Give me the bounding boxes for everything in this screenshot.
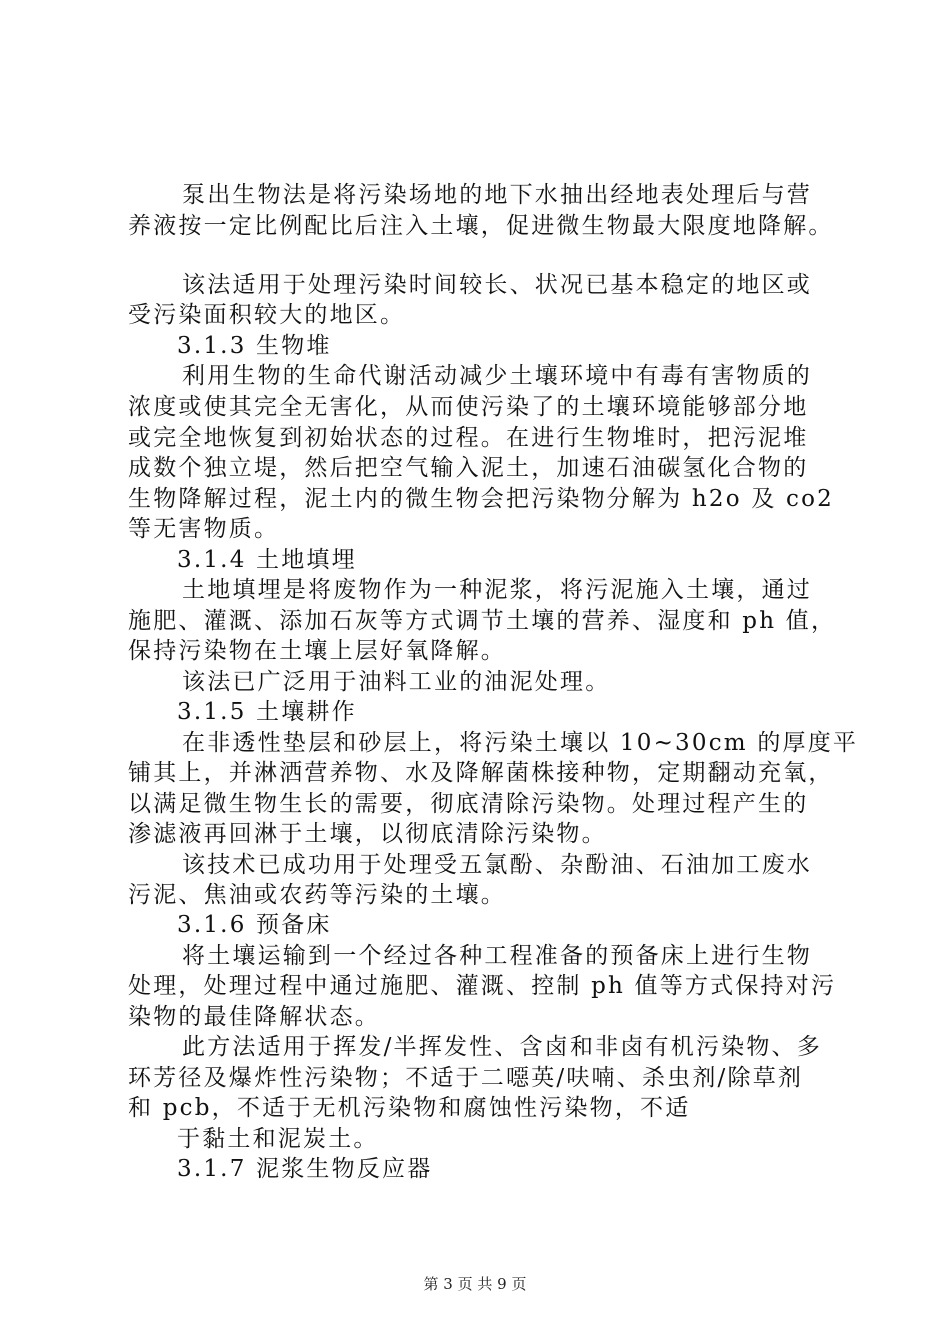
text-line: 泵出生物法是将污染场地的地下水抽出经地表处理后与营 xyxy=(182,182,812,208)
section-heading: 3.1.4 土地填埋 xyxy=(177,547,357,573)
text-line: 该技术已成功用于处理受五氯酚、杂酚油、石油加工废水 xyxy=(182,852,812,878)
text-line: 该法已广泛用于油料工业的油泥处理。 xyxy=(182,669,611,695)
text-line: 受污染面积较大的地区。 xyxy=(128,302,406,328)
text-line: 养液按一定比例配比后注入土壤，促进微生物最大限度地降解。 xyxy=(128,213,834,239)
text-line: 浓度或使其完全无害化，从而使污染了的土壤环境能够部分地 xyxy=(128,394,809,420)
text-line: 保持污染物在土壤上层好氧降解。 xyxy=(128,638,506,664)
page-number-footer: 第 3 页 共 9 页 xyxy=(423,1275,527,1293)
text-line: 成数个独立堤，然后把空气输入泥土，加速石油碳氢化合物的 xyxy=(128,455,809,481)
text-line: 该法适用于处理污染时间较长、状况已基本稳定的地区或 xyxy=(182,272,812,298)
text-line: 将土壤运输到一个经过各种工程准备的预备床上进行生物 xyxy=(182,943,812,969)
text-line: 或完全地恢复到初始状态的过程。在进行生物堆时，把污泥堆 xyxy=(128,425,809,451)
text-line: 等无害物质。 xyxy=(128,516,280,542)
text-line: 环芳径及爆炸性污染物；不适于二噁英/呋喃、杀虫剂/除草剂 xyxy=(128,1065,804,1091)
section-heading: 3.1.6 预备床 xyxy=(177,912,332,938)
text-line: 和 pcb，不适于无机污染物和腐蚀性污染物，不适 xyxy=(128,1095,691,1121)
section-heading: 3.1.3 生物堆 xyxy=(177,333,332,359)
text-line: 渗滤液再回淋于土壤，以彻底清除污染物。 xyxy=(128,821,607,847)
text-line: 铺其上，并淋洒营养物、水及降解菌株接种物，定期翻动充氧， xyxy=(128,760,834,786)
text-line: 以满足微生物生长的需要，彻底清除污染物。处理过程产生的 xyxy=(128,791,809,817)
text-line: 生物降解过程，泥土内的微生物会把污染物分解为 h2o 及 co2 xyxy=(128,486,834,512)
section-heading: 3.1.5 土壤耕作 xyxy=(177,699,357,725)
text-line: 污泥、焦油或农药等污染的土壤。 xyxy=(128,882,506,908)
text-line: 施肥、灌溉、添加石灰等方式调节土壤的营养、湿度和 ph 值， xyxy=(128,608,837,634)
section-heading: 3.1.7 泥浆生物反应器 xyxy=(177,1156,433,1182)
text-line: 在非透性垫层和砂层上，将污染土壤以 10~30cm 的厚度平 xyxy=(182,730,859,756)
text-line: 染物的最佳降解状态。 xyxy=(128,1004,380,1030)
text-line: 此方法适用于挥发/半挥发性、含卤和非卤有机污染物、多 xyxy=(182,1034,822,1060)
text-line: 土地填埋是将废物作为一种泥浆，将污泥施入土壤，通过 xyxy=(182,577,812,603)
text-line: 处理，处理过程中通过施肥、灌溉、控制 ph 值等方式保持对污 xyxy=(128,973,837,999)
text-line: 利用生物的生命代谢活动减少土壤环境中有毒有害物质的 xyxy=(182,363,812,389)
text-line: 于黏土和泥炭土。 xyxy=(177,1126,379,1152)
